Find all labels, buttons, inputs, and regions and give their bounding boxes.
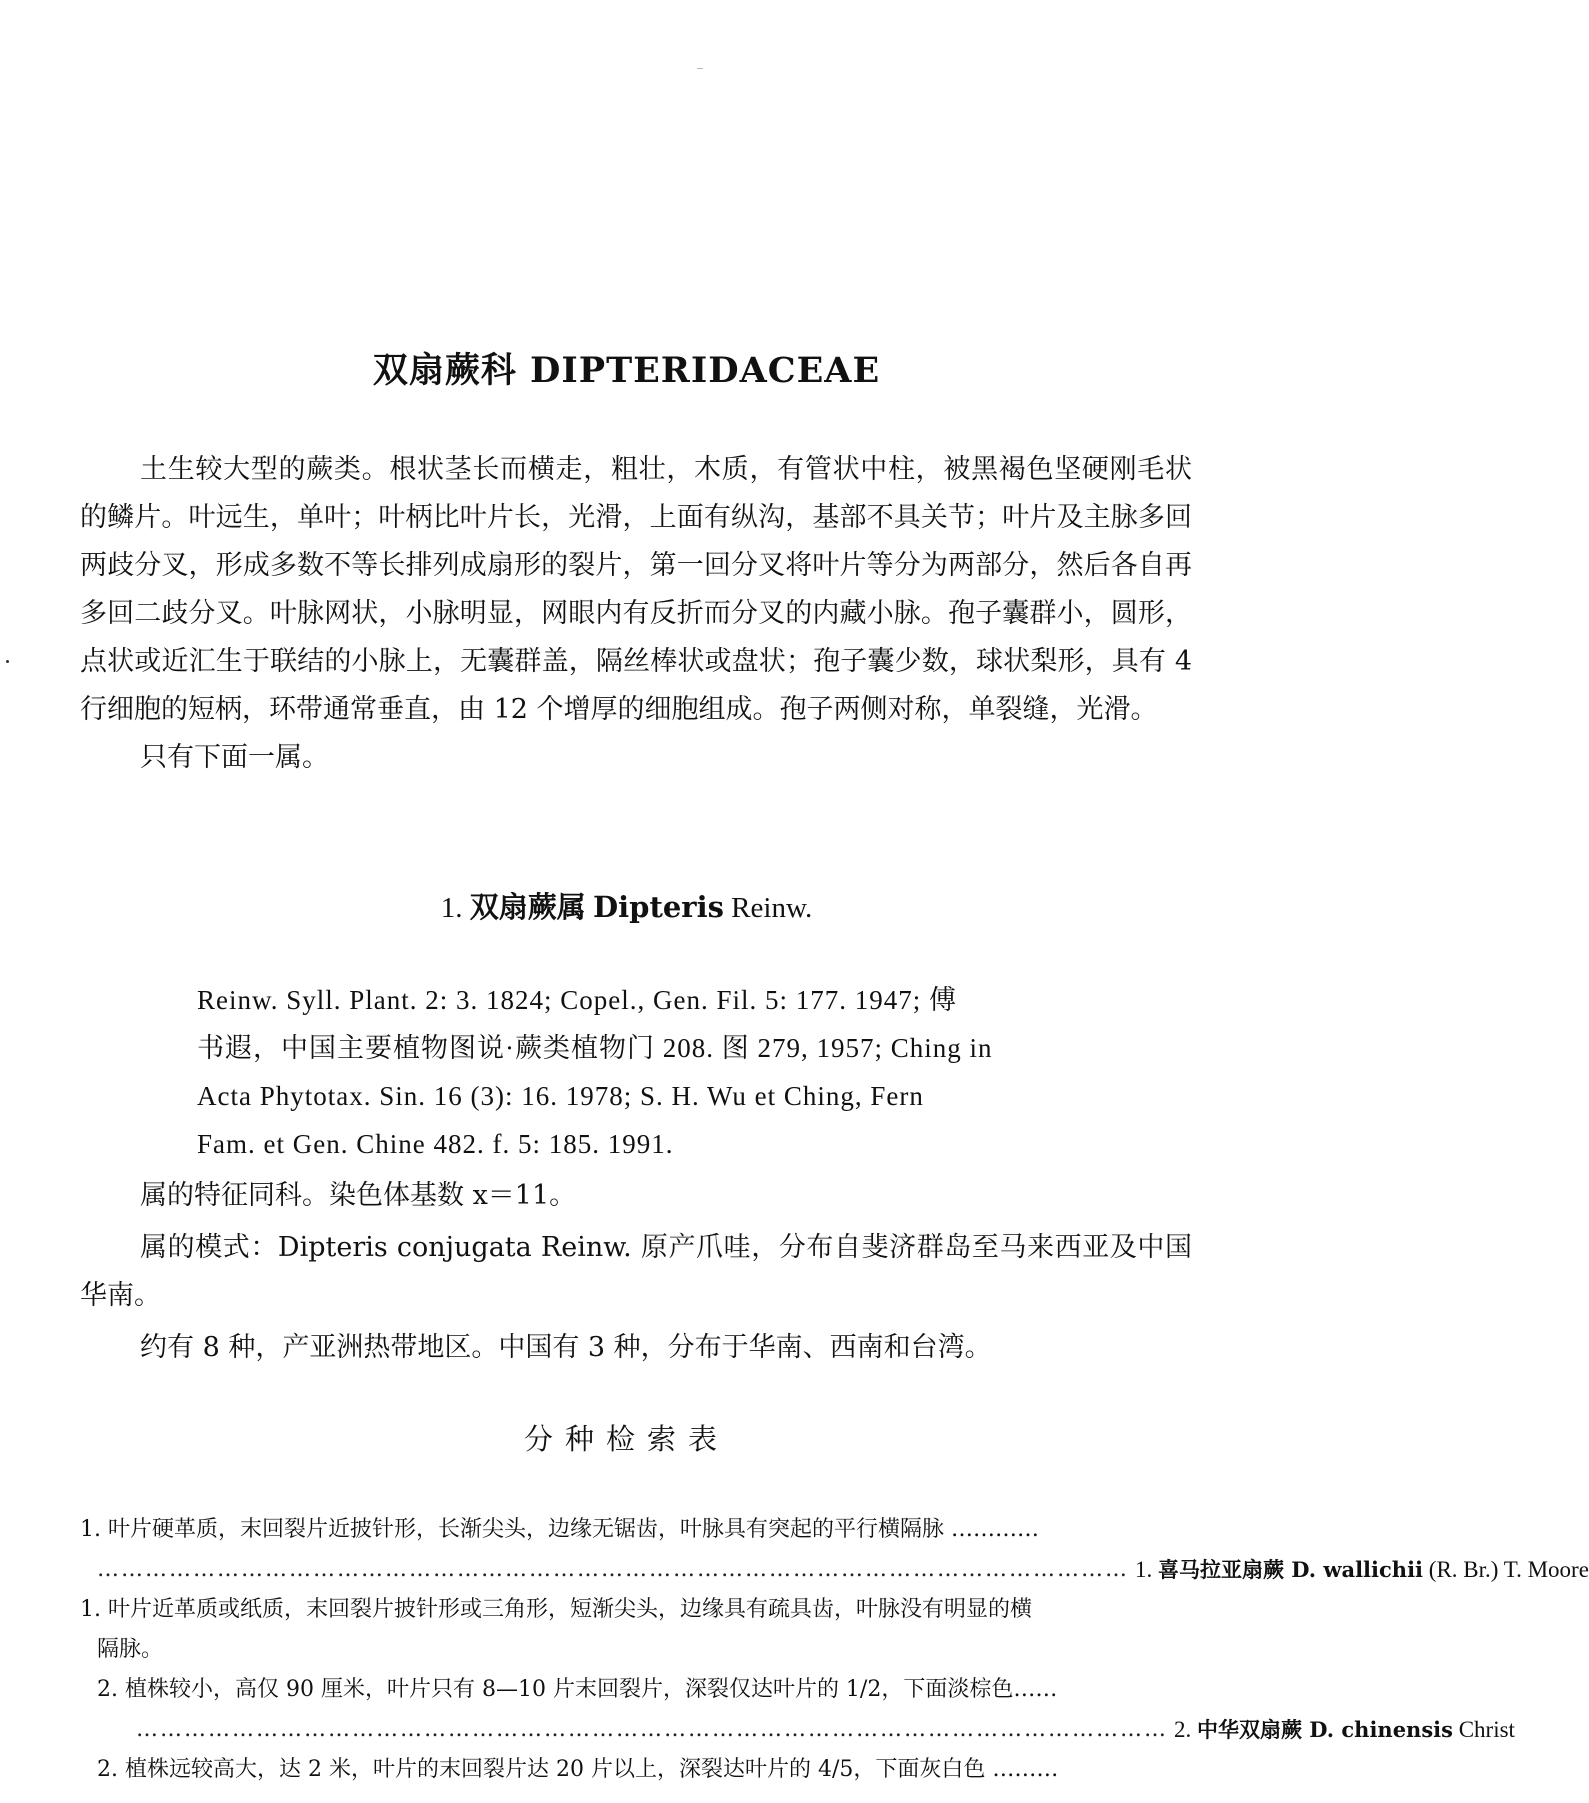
reference-line: Acta Phytotax. Sin. 16 (3): 16. 1978; S. H. Wu et Ching, Fern — [197, 1081, 924, 1111]
genus-name-latin: Dipteris — [593, 890, 724, 924]
result-author: Christ — [1458, 1717, 1515, 1742]
result-author: (R. Br.) T. Moore — [1428, 1557, 1589, 1582]
key-couplet-1b — [80, 1590, 1192, 1630]
species-key — [80, 1510, 1589, 1790]
genus-number: 1. — [440, 892, 463, 924]
result-species: 中华双扇蕨 D. chinensis — [1197, 1717, 1453, 1742]
genus-references — [197, 976, 1077, 1168]
result-species: 喜马拉亚扇蕨 D. wallichii — [1158, 1557, 1424, 1582]
reference-line: Reinw. Syll. Plant. 2: 3. 1824; Copel., Gen. Fil. 5: 177. 1947; 傅 — [197, 985, 958, 1015]
key-lead-text: 隔脉。 — [97, 1637, 164, 1662]
genus-author: Reinw. — [731, 892, 813, 924]
key-lead-text: 2. 植株远较高大，达 2 米，叶片的末回裂片达 20 片以上，深裂达叶片的 4/5，下面灰白色 ……… — [97, 1757, 1059, 1782]
scan-mark — [697, 68, 703, 69]
key-couplet-2b — [80, 1750, 1192, 1790]
leader-dots: ………………………………………………………………………………………………………………… — [136, 1717, 1168, 1742]
key-result — [1129, 1550, 1589, 1590]
description-paragraph: 土生较大型的蕨类。根状茎长而横走，粗壮，木质，有管状中柱，被黑褐色坚硬刚毛状的鳞片。叶远生，单叶；叶柄比叶片长，光滑，上面有纵沟，基部不具关节；叶片及主脉多回两歧分叉，形成多数不等长排列成扇形的裂片，第一回分叉将叶片等分为两部分，然后各自再多回二歧分叉。叶脉网状，小脉明显，网眼内有反折而分叉的内藏小脉。孢子囊群小，圆形，点状或近汇生于联结的小脉上，无囊群盖，隔丝棒状或盘状；孢子囊少数，球状梨形，具有 4 行细胞的短柄，环带通常垂直，由 12 个增厚的细胞组成。孢子两侧对称，单裂缝，光滑。 — [80, 454, 1192, 725]
note-paragraph: 约有 8 种，产亚洲热带地区。中国有 3 种，分布于华南、西南和台湾。 — [140, 1332, 992, 1363]
family-title: 双扇蕨科 DIPTERIDACEAE — [372, 350, 881, 391]
description-paragraph: 只有下面一属。 — [140, 742, 329, 773]
key-lead-text: 1. 叶片硬革质，末回裂片近披针形，长渐尖头，边缘无锯齿，叶脉具有突起的平行横隔脉 ………… — [80, 1517, 1039, 1542]
key-lead-continuation — [80, 1630, 1192, 1670]
scan-speck — [6, 660, 9, 663]
key-couplet-2a — [80, 1670, 1192, 1710]
key-title: 分种检索表 — [523, 1422, 729, 1456]
note-paragraph: 属的模式：Dipteris conjugata Reinw. 原产爪哇，分布自斐济群岛至马来西亚及中国华南。 — [80, 1232, 1192, 1311]
result-number: 1. — [1135, 1557, 1153, 1582]
key-lead-text: 2. 植株较小，高仅 90 厘米，叶片只有 8—10 片末回裂片，深裂仅达叶片的 1/2，下面淡棕色…… — [97, 1677, 1058, 1702]
reference-line: 书遐，中国主要植物图说·蕨类植物门 208. 图 279, 1957; Ching in — [197, 1033, 993, 1063]
genus-name-cn: 双扇蕨属 — [469, 890, 586, 924]
key-couplet-1a — [80, 1510, 1192, 1550]
genus-notes — [80, 1172, 1192, 1372]
key-lead-text: 1. 叶片近革质或纸质，末回裂片披针形或三角形，短渐尖头，边缘具有疏具齿，叶脉没有明显的横 — [80, 1597, 1032, 1622]
genus-heading — [0, 885, 1253, 926]
leader-dots: ………………………………………………………………………………………………………………… — [97, 1557, 1129, 1582]
key-result — [1168, 1710, 1515, 1750]
key-result-row — [80, 1710, 1515, 1750]
reference-line: Fam. et Gen. Chine 482. f. 5: 185. 1991. — [197, 1129, 674, 1159]
family-description — [80, 446, 1192, 782]
note-paragraph: 属的特征同科。染色体基数 x＝11。 — [140, 1180, 577, 1211]
result-number: 2. — [1174, 1717, 1192, 1742]
key-result-row — [80, 1550, 1589, 1590]
